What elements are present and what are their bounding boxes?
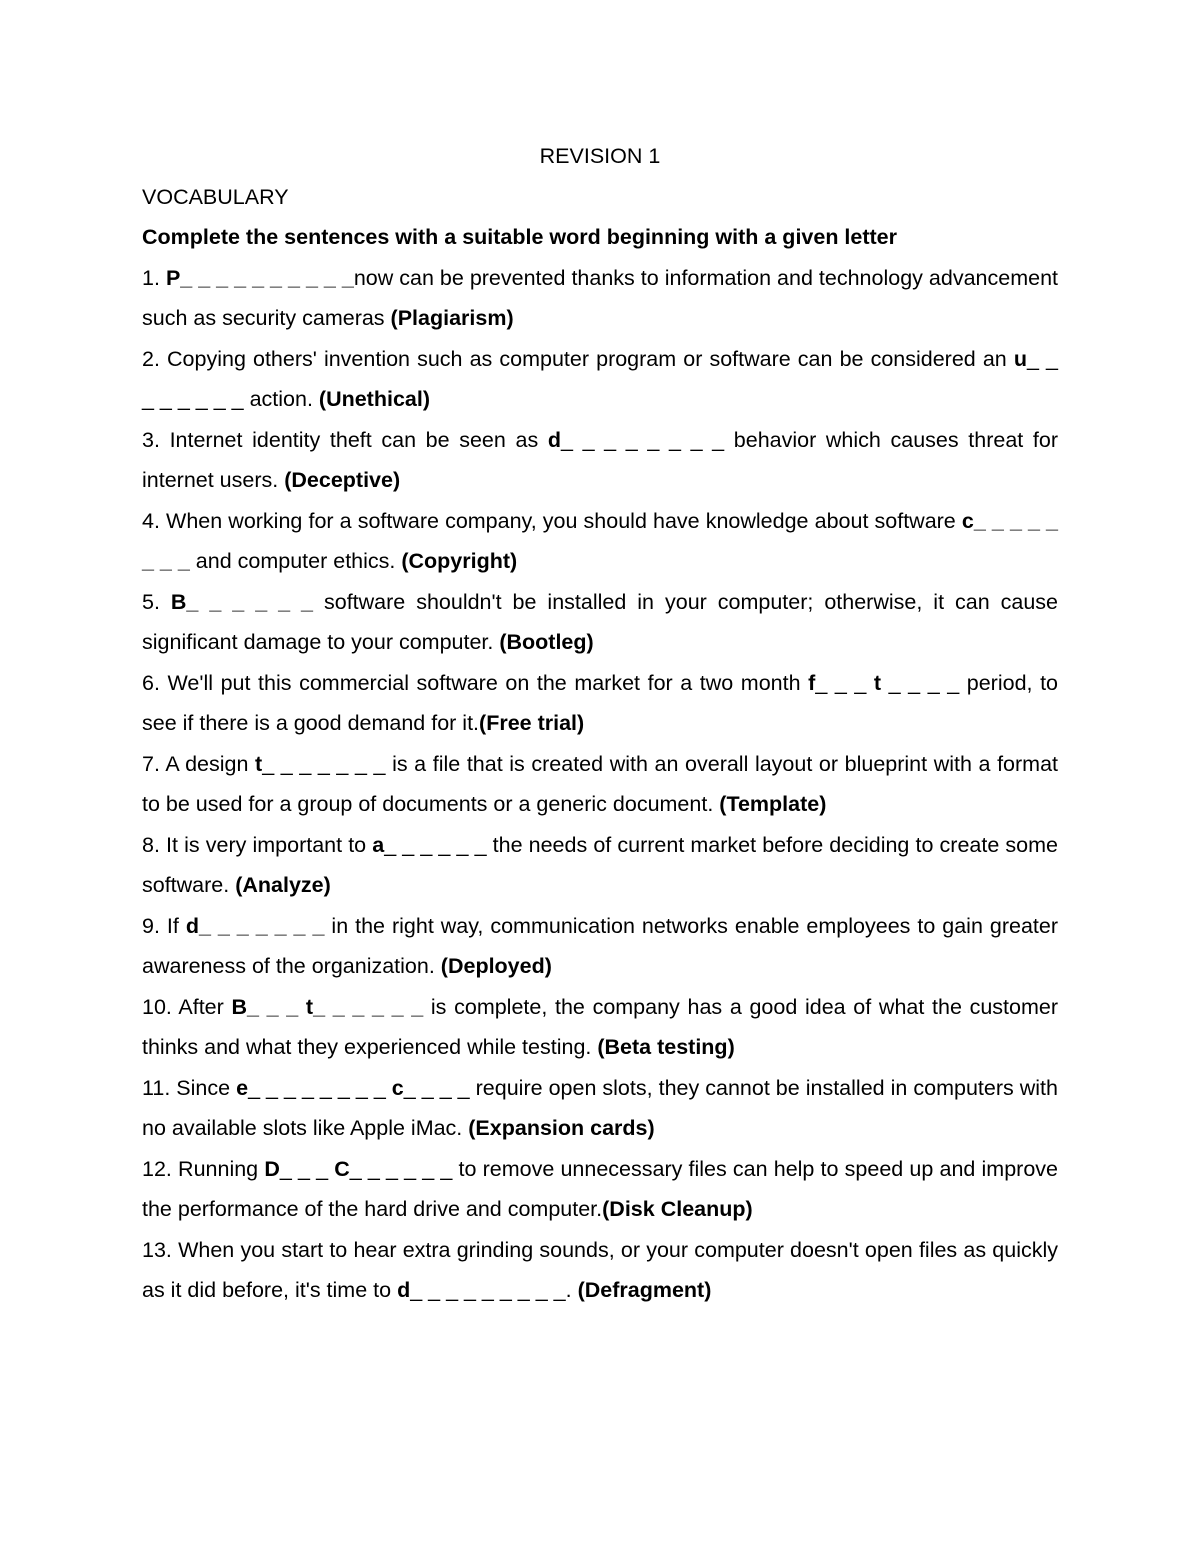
question-text: 6. We'll put this commercial software on the market for a two month — [142, 670, 809, 695]
question-item — [142, 906, 1058, 987]
question-text: 9. If — [142, 913, 186, 938]
word-clue: B_ _ _ _ _ _ — [170, 589, 314, 614]
question-text: 3. Internet identity theft can be seen as — [142, 427, 548, 452]
word-clue: t — [873, 670, 882, 695]
word-clue: C — [334, 1156, 350, 1181]
question-text: _ _ _ — [279, 1156, 335, 1181]
exercise-instruction: Complete the sentences with a suitable word beginning with a given letter — [142, 225, 898, 249]
document-content — [142, 136, 1058, 1311]
question-item — [142, 1149, 1058, 1230]
question-item — [142, 339, 1058, 420]
word-clue: e — [236, 1075, 249, 1100]
word-clue: d_ _ _ _ _ _ _ — [185, 913, 325, 938]
question-item — [142, 1068, 1058, 1149]
question-text: now can be prevented thanks to information and technology advancement such as security cameras — [142, 265, 1058, 330]
answer-key: (Unethical) — [318, 387, 430, 411]
question-text: 1. — [142, 265, 166, 290]
question-item — [142, 744, 1058, 825]
question-text: _ _ _ _ _ _ the needs of current market before deciding to create some software. — [142, 832, 1058, 897]
question-text: 4. When working for a software company, you should have knowledge about software — [142, 508, 962, 533]
question-item — [142, 1230, 1058, 1311]
question-text: _ _ _ _ _ _ _ _ _. — [410, 1278, 578, 1302]
answer-key: (Free trial) — [479, 711, 585, 735]
question-text: 11. Since — [142, 1075, 237, 1100]
question-text: _ _ _ _ _ _ _ _ action. — [142, 346, 1058, 411]
question-item — [142, 420, 1058, 501]
question-text: 8. It is very important to — [142, 832, 373, 857]
word-clue: D — [264, 1156, 280, 1181]
question-text: software shouldn't be installed in your computer; otherwise, it can cause significant damage to your computer. — [142, 589, 1059, 654]
answer-key: (Defragment) — [577, 1278, 712, 1302]
question-text: _ _ _ _ _ _ _ _ behavior which causes threat for internet users. — [142, 427, 1058, 492]
question-text: _ _ _ _ _ _ _ _ — [248, 1075, 392, 1100]
word-clue: c_ _ _ _ _ _ _ _ — [142, 508, 1059, 573]
answer-key: (Deployed) — [440, 954, 552, 978]
question-text: 13. When you start to hear extra grinding sounds, or your computer doesn't open files as quickly as it did before, it's time to — [142, 1237, 1058, 1302]
question-text: _ _ _ — [815, 670, 874, 695]
section-heading: VOCABULARY — [142, 184, 289, 209]
question-item — [142, 582, 1058, 663]
answer-key: (Template) — [719, 792, 827, 816]
word-clue: u — [1013, 346, 1027, 371]
question-text: 12. Running — [142, 1156, 265, 1181]
answer-key: (Bootleg) — [499, 630, 594, 654]
document-title: REVISION 1 — [539, 144, 661, 168]
question-text: 2. Copying others' invention such as computer program or software can be considered an — [142, 346, 1014, 371]
question-text: in the right way, communication networks enable employees to gain greater awareness of the organization. — [142, 913, 1058, 978]
word-clue: c — [391, 1075, 404, 1100]
question-item — [142, 258, 1058, 339]
question-list — [142, 258, 1058, 1311]
answer-key: (Beta testing) — [597, 1035, 735, 1059]
question-text: _ _ _ _ period, to see if there is a good demand for it. — [142, 670, 1058, 735]
question-text: _ _ _ _ _ _ to remove unnecessary files can help to speed up and improve the performance of the hard drive and computer. — [142, 1156, 1058, 1221]
answer-key: (Expansion cards) — [468, 1116, 655, 1140]
question-text: 5. — [142, 589, 171, 614]
word-clue: f — [808, 670, 816, 695]
question-item — [142, 663, 1058, 744]
answer-key: (Copyright) — [401, 549, 518, 573]
answer-key: (Deceptive) — [284, 468, 401, 492]
word-clue: d — [547, 427, 561, 452]
question-text: _ _ _ _ require open slots, they cannot be installed in computers with no available slots like Apple iMac. — [142, 1075, 1058, 1140]
question-item — [142, 501, 1058, 582]
question-text: _ _ _ _ _ _ _ is a file that is created with an overall layout or blueprint with a format to be used for a group of documents or a generic document. — [142, 751, 1058, 816]
answer-key: (Plagiarism) — [390, 306, 514, 330]
question-text: is complete, the company has a good idea of what the customer thinks and what they experienced while testing. — [142, 994, 1058, 1059]
word-clue: B_ _ _ t_ _ _ _ _ _ — [231, 994, 424, 1019]
word-clue: a — [372, 832, 385, 857]
question-text: 7. A design — [142, 751, 256, 776]
question-text: 10. After — [142, 994, 232, 1019]
word-clue: d — [397, 1278, 411, 1302]
word-clue: t — [255, 751, 263, 776]
word-clue: P_ _ _ _ _ _ _ _ _ _ — [165, 265, 354, 290]
question-item — [142, 825, 1058, 906]
question-text: and computer ethics. — [189, 549, 402, 573]
answer-key: (Analyze) — [235, 873, 331, 897]
question-item — [142, 987, 1058, 1068]
answer-key: (Disk Cleanup) — [602, 1197, 753, 1221]
